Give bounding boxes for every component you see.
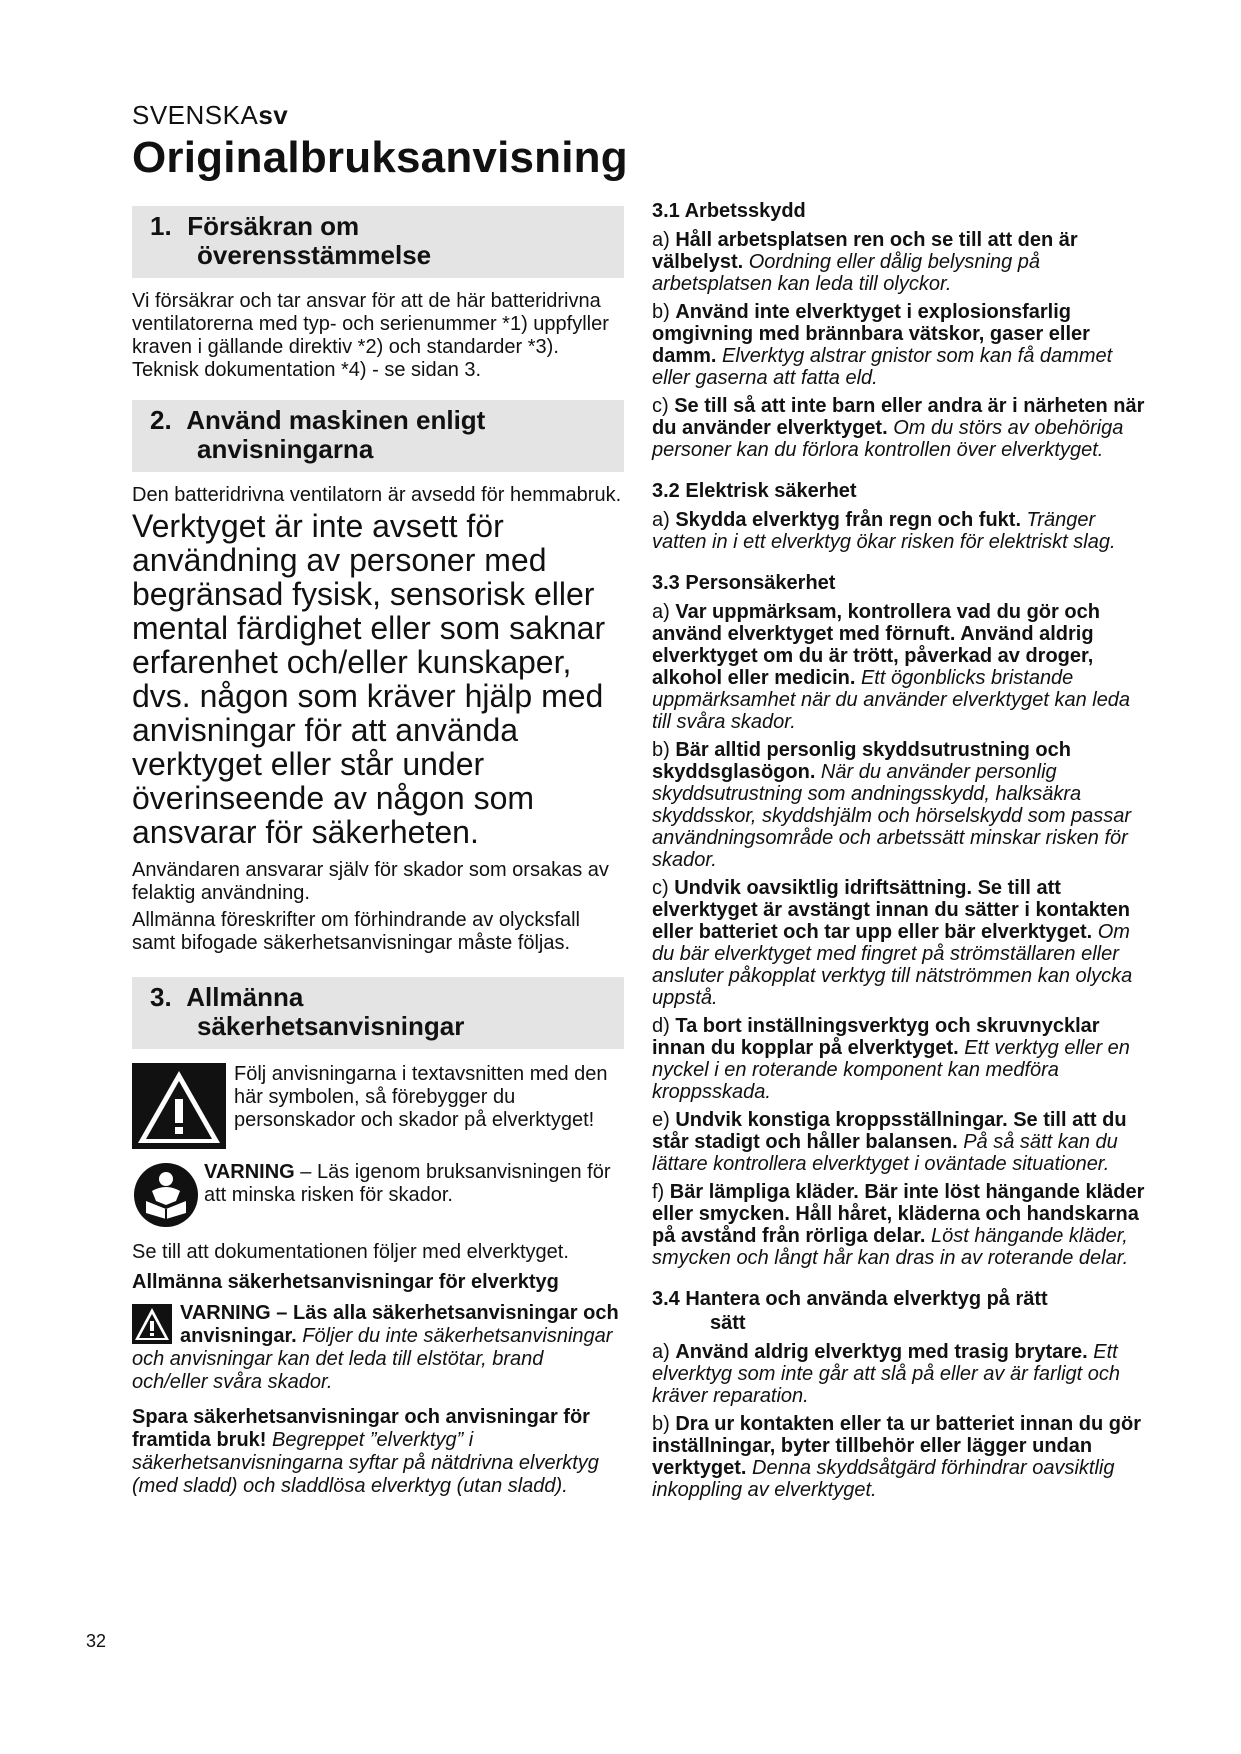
- section-3-1-title: 3.1 Arbetsskydd: [652, 200, 806, 222]
- section-3-4-title: 3.4 Hantera och använda elverktyg på rätt sätt: [652, 1288, 1048, 1334]
- list-item: b) Dra ur kontakten eller ta ur batteriet innan du gör inställningar, byter tillbehör eller lägger undan verktyget. Denna skyddsåtgärd förhindrar oavsiktlig inkoppling av elverktyget.: [652, 1413, 1141, 1501]
- page-number: 32: [86, 1631, 107, 1651]
- list-item: e) Undvik konstiga kroppsställningar. Se till att du står stadigt och håller balansen. På så sätt kan du lättare kontrollera elverktyget i oväntade situationer.: [652, 1109, 1127, 1175]
- list-item: b) Använd inte elverktyget i explosionsfarlig omgivning med brännbara vätskor, gaser eller damm. Elverktyg alstrar gnistor som kan få dammet eller gaserna att fatta eld.: [652, 301, 1113, 389]
- section-3-3-title: 3.3 Personsäkerhet: [652, 572, 836, 594]
- read-all-warning: VARNING – Läs alla säkerhetsanvisningar och anvisningar. Följer du inte säkerhetsanvisningar och anvisningar kan det leda till elstötar, brand och/eller svåra skador.: [132, 1302, 619, 1393]
- list-item: d) Ta bort inställningsverktyg och skruvnycklar innan du kopplar på elverktyget. Ett verktyg eller en nyckel i en roterande komponent kan medföra kroppsskada.: [652, 1015, 1130, 1103]
- list-item: b) Bär alltid personlig skyddsutrustning och skyddsglasögon. När du använder personlig skyddsutrustning som andningsskydd, halksäkra skyddsskor, skyddshjälm och hörselskydd som passar användningsområde och arbetssätt minskar risken för skador.: [652, 739, 1132, 871]
- warning-symbol-row: [132, 1063, 624, 1149]
- section-2-paragraph-2: Allmänna föreskrifter om förhindrande av olycksfall samt bifogade säkerhetsanvisningar måste följas.: [132, 909, 580, 954]
- section-1-heading: 1. Försäkran om överensstämmelse: [132, 206, 624, 278]
- left-column: [132, 206, 624, 1498]
- section-1-text: Vi försäkrar och tar ansvar för att de här batteridrivna ventilatorerna med typ- och serienummer *1) uppfyller kraven i gällande direktiv *2) och standarder *3). Teknisk dokumentation *4) - se sidan 3.: [132, 290, 609, 381]
- list-item: f) Bär lämpliga kläder. Bär inte löst hängande kläder eller smycken. Håll håret, kläderna och handskarna på avstånd från rörliga delar. Löst hängande kläder, smycken och långt hår kan dras in av roterande delar.: [652, 1181, 1145, 1269]
- section-2-heading: 2. Använd maskinen enligt anvisningarna: [132, 400, 624, 472]
- read-manual-text: VARNING – Läs igenom bruksanvisningen för att minska risken för skador.: [204, 1161, 611, 1206]
- small-warning-triangle-icon: [132, 1304, 172, 1344]
- language-label: SVENSKAsv: [132, 100, 289, 130]
- section-2-intro: Den batteridrivna ventilatorn är avsedd för hemmabruk.: [132, 484, 622, 506]
- list-item: c) Se till så att inte barn eller andra är i närheten när du använder elverktyget. Om du störs av obehöriga personer kan du förlora kontrollen över elverktyget.: [652, 395, 1145, 461]
- warning-triangle-icon: [132, 1063, 226, 1149]
- section-2-paragraph-1: Användaren ansvarar själv för skador som orsakas av felaktig användning.: [132, 859, 609, 904]
- right-column: [652, 199, 1152, 1501]
- list-item: c) Undvik oavsiktlig idriftsättning. Se till att elverktyget är avstängt innan du sätter i kontakten eller batteriet och tar upp eller bär elverktyget. Om du bär elverktyget med fingret på strömställaren eller ansluter påkopplat verktyg till nätströmmen kan olycka uppstå.: [652, 877, 1133, 1009]
- section-2-big-text: Verktyget är inte avsett för användning av personer med begränsad fysisk, sensorisk eller mental färdighet eller som saknar erfarenhet och/eller kunskaper, dvs. någon som kräver hjälp med anvisningar för att använda verktyget eller står under överinseende av någon som ansvarar för säkerheten.: [132, 508, 606, 850]
- documentation-note: Se till att dokumentationen följer med elverktyget.: [132, 1241, 569, 1263]
- page-title: Originalbruksanvisning: [132, 133, 628, 182]
- list-item: a) Var uppmärksam, kontrollera vad du gör och använd elverktyget med förnuft. Använd aldrig elverktyget om du är trött, påverkad av droger, alkohol eller medicin. Ett ögonblicks bristande uppmärksamhet när du använder elverktyget kan leda till svåra skador.: [652, 601, 1131, 733]
- list-item: a) Skydda elverktyg från regn och fukt. Tränger vatten in i ett elverktyg ökar risken för elektriskt slag.: [652, 509, 1116, 553]
- general-safety-title: Allmänna säkerhetsanvisningar för elverktyg: [132, 1271, 559, 1293]
- section-3-2-title: 3.2 Elektrisk säkerhet: [652, 480, 857, 502]
- section-3-heading: 3. Allmänna säkerhetsanvisningar: [132, 977, 624, 1049]
- read-manual-row: [132, 1161, 624, 1229]
- list-item: a) Använd aldrig elverktyg med trasig brytare. Ett elverktyg som inte går att slå på eller av är farligt och kräver reparation.: [652, 1341, 1120, 1407]
- read-manual-icon: [132, 1161, 200, 1229]
- list-item: a) Håll arbetsplatsen ren och se till att den är välbelyst. Oordning eller dålig belysning på arbetsplatsen kan leda till olyckor.: [652, 229, 1078, 295]
- save-instructions: Spara säkerhetsanvisningar och anvisningar för framtida bruk! Begreppet ”elverktyg” i säkerhetsanvisningarna syftar på nätdrivna elverktyg (med sladd) och sladdlösa elverktyg (utan sladd).: [132, 1406, 599, 1497]
- symbol-explanation: Följ anvisningarna i textavsnitten med den här symbolen, så förebygger du personskador och skador på elverktyget!: [234, 1063, 608, 1131]
